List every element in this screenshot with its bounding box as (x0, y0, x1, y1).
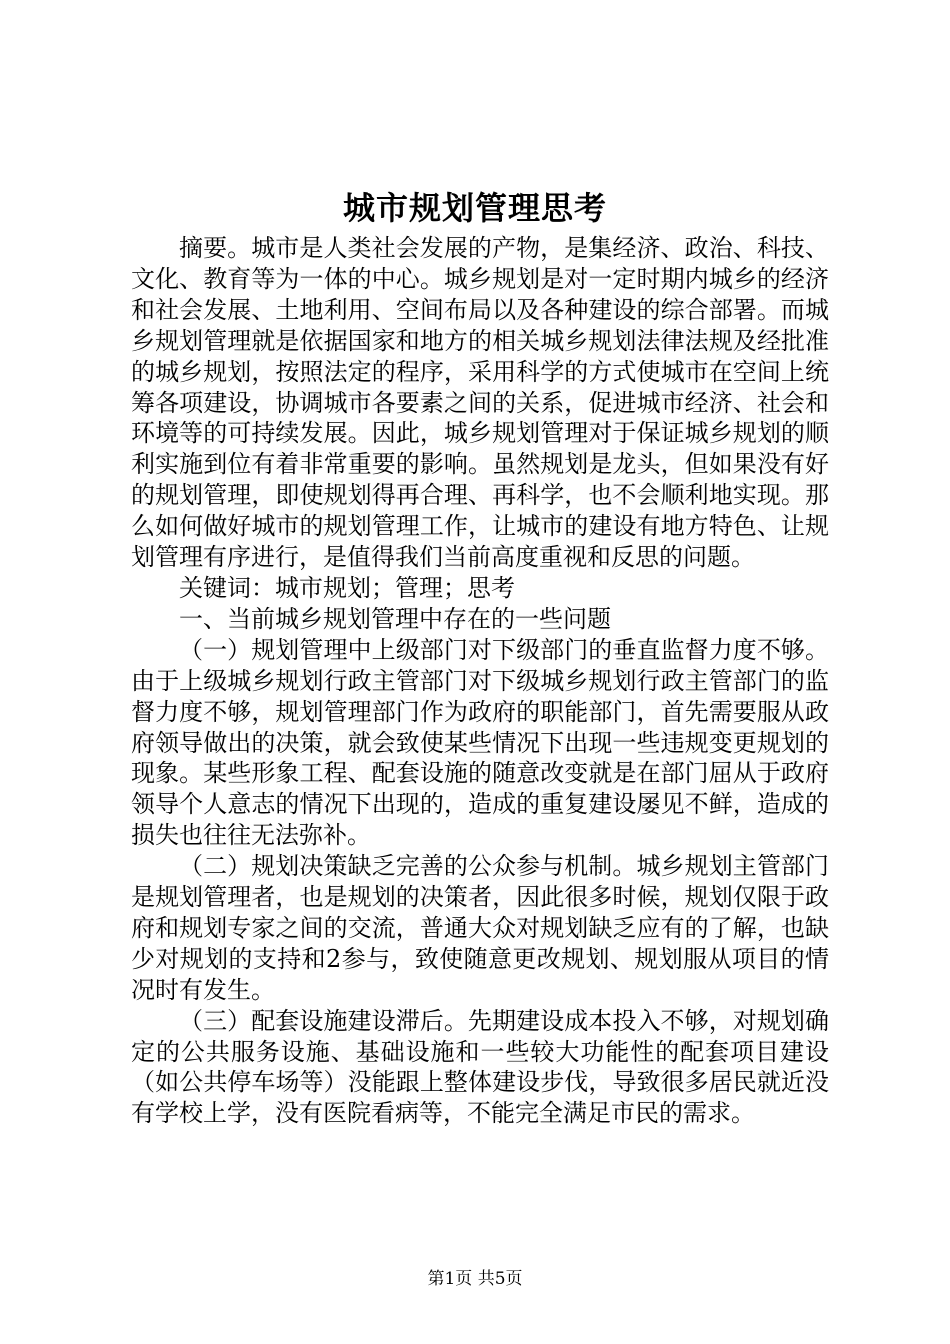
document-body (131, 233, 829, 1129)
document-title: 城市规划管理思考 (342, 189, 607, 227)
abstract-paragraph: 摘要。城市是人类社会发展的产物，是集经济、政治、科技、文化、教育等为一体的中心。城乡规划是对一定时期内城乡的经济和社会发展、土地利用、空间布局以及各种建设的综合部署。而城乡规划管理就是依据国家和地方的相关城乡规划法律法规及经批准的城乡规划，按照法定的程序，采用科学的方式使城市在空间上统筹各项建设，协调城市各要素之间的关系，促进城市经济、社会和环境等的可持续发展。因此，城乡规划管理对于保证城乡规划的顺利实施到位有着非常重要的影响。虽然规划是龙头，但如果没有好的规划管理，即使规划得再合理、再科学，也不会顺利地实现。那么如何做好城市的规划管理工作，让城市的建设有地方特色、让规划管理有序进行，是值得我们当前高度重视和反思的问题。 (131, 234, 829, 572)
body-paragraph: （三）配套设施建设滞后。先期建设成本投入不够，对规划确定的公共服务设施、基础设施和一些较大功能性的配套项目建设（如公共停车场等）没能跟上整体建设步伐，导致很多居民就近没有学校上学，没有医院看病等，不能完全满足市民的需求。 (131, 1006, 829, 1128)
page-total: 共5页 (477, 1269, 523, 1289)
page-number: 第1页 (427, 1269, 473, 1289)
body-paragraph: （一）规划管理中上级部门对下级部门的垂直监督力度不够。由于上级城乡规划行政主管部门对下级城乡规划行政主管部门的监督力度不够，规划管理部门作为政府的职能部门，首先需要服从政府领导做出的决策，就会致使某些情况下出现一些违规变更规划的现象。某些形象工程、配套设施的随意改变就是在部门屈从于政府领导个人意志的情况下出现的，造成的重复建设屡见不鲜，造成的损失也往往无法弥补。 (131, 635, 829, 850)
page-footer (0, 1267, 950, 1291)
keywords-line: 关键词：城市规划；管理；思考 (179, 573, 515, 602)
section-heading: 一、当前城乡规划管理中存在的一些问题 (179, 604, 611, 633)
body-paragraph: （二）规划决策缺乏完善的公众参与机制。城乡规划主管部门是规划管理者，也是规划的决策者，因此很多时候，规划仅限于政府和规划专家之间的交流，普通大众对规划缺乏应有的了解，也缺少对规划的支持和2参与，致使随意更改规划、规划服从项目的情况时有发生。 (131, 852, 829, 1004)
